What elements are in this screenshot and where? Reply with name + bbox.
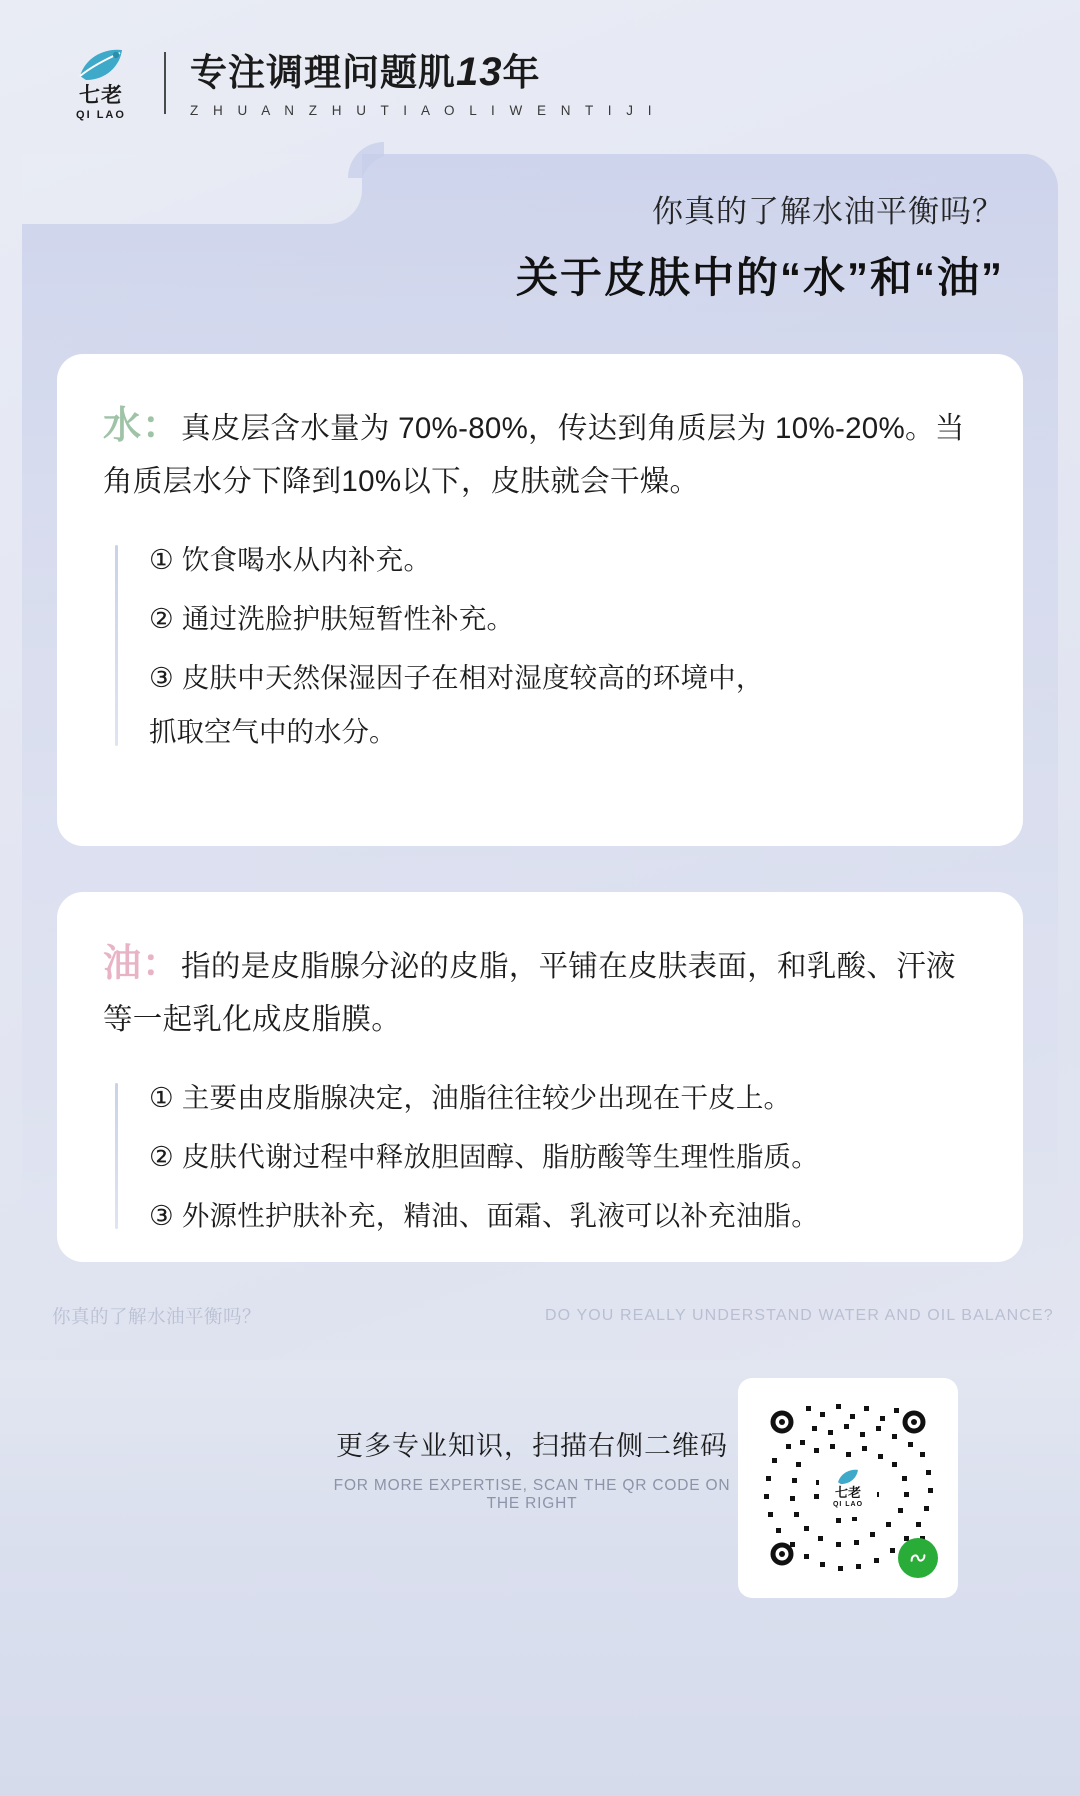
footer-english: DO YOU REALLY UNDERSTAND WATER AND OIL BALANCE? bbox=[545, 1307, 1054, 1324]
logo-divider bbox=[164, 52, 166, 114]
tagline-pre: 专注调理问题肌 bbox=[190, 51, 456, 93]
hero-subtitle: 你真的了解水油平衡吗？ bbox=[652, 194, 1004, 229]
water-card bbox=[57, 354, 1023, 846]
list-item-text: 皮肤代谢过程中释放胆固醇、脂肪酸等生理性脂质。 bbox=[181, 1140, 819, 1172]
list-item-index: ② bbox=[149, 602, 174, 634]
qr-prompt-english: FOR MORE EXPERTISE, SCAN THE QR CODE ON THE RIGHT bbox=[333, 1477, 731, 1512]
oil-list-rail bbox=[115, 1083, 118, 1229]
water-lead-text: 真皮层含水量为 70%-80%，传达到角质层为 10%-20%。当角质层水分下降到10%以下，皮肤就会干燥。 bbox=[103, 412, 965, 498]
bottom-section bbox=[0, 1360, 1080, 1796]
leaf-icon bbox=[835, 1468, 861, 1486]
water-list-rail bbox=[115, 545, 118, 746]
mini-program-icon bbox=[907, 1547, 929, 1569]
qr-center-logo bbox=[819, 1459, 877, 1517]
list-item-continuation: 抓取空气中的水分。 bbox=[149, 716, 397, 748]
panel-notch bbox=[22, 154, 362, 224]
oil-lead bbox=[103, 934, 977, 1043]
content-panel bbox=[22, 154, 1058, 1266]
list-item-index: ③ bbox=[149, 1199, 174, 1231]
qr-canvas bbox=[752, 1392, 944, 1584]
list-item-text: 外源性护肤补充，精油、面霜、乳液可以补充油脂。 bbox=[181, 1199, 819, 1231]
brand-pinyin: Z H U A N Z H U T I A O L I W E N T I J I bbox=[190, 102, 658, 118]
list-item-text: 皮肤中天然保湿因子在相对湿度较高的环境中， bbox=[181, 661, 764, 693]
tagline-years: 13 bbox=[456, 49, 503, 94]
qr-center-chinese: 七老 bbox=[834, 1484, 861, 1500]
logo-chinese: 七老 bbox=[79, 83, 123, 107]
oil-keyword: 油 bbox=[103, 943, 143, 985]
footer-chinese: 你真的了解水油平衡吗？ bbox=[52, 1306, 262, 1327]
oil-card bbox=[57, 892, 1023, 1262]
water-colon: ： bbox=[142, 405, 182, 447]
footer-strip bbox=[0, 1294, 1080, 1338]
list-item-text: 通过洗脸护肤短暂性补充。 bbox=[181, 602, 515, 634]
list-item bbox=[149, 657, 977, 700]
qr-prompt bbox=[332, 1424, 732, 1513]
hero-title-block bbox=[516, 192, 1004, 305]
list-item-index: ② bbox=[149, 1140, 174, 1172]
oil-list bbox=[103, 1077, 977, 1237]
list-item bbox=[149, 1195, 977, 1238]
list-item bbox=[149, 598, 977, 641]
brand-header bbox=[62, 44, 657, 122]
water-lead bbox=[103, 396, 977, 505]
list-item bbox=[149, 1077, 977, 1120]
oil-colon: ： bbox=[142, 943, 182, 985]
list-item-text: 主要由皮脂腺决定，油脂往往较少出现在干皮上。 bbox=[181, 1082, 792, 1114]
logo bbox=[62, 44, 140, 122]
leaf-icon bbox=[76, 46, 126, 84]
list-item bbox=[149, 1136, 977, 1179]
qr-prompt-chinese: 更多专业知识，扫描右侧二维码 bbox=[336, 1431, 728, 1461]
oil-lead-text: 指的是皮脂腺分泌的皮脂，平铺在皮肤表面，和乳酸、汗液等一起乳化成皮脂膜。 bbox=[103, 950, 956, 1036]
qr-code[interactable] bbox=[738, 1378, 958, 1598]
wechat-mini-program-badge bbox=[898, 1538, 938, 1578]
tagline-post: 年 bbox=[502, 51, 541, 93]
logo-english: QI LAO bbox=[76, 108, 126, 121]
list-item-index: ① bbox=[149, 1082, 174, 1114]
list-item-index: ① bbox=[149, 544, 174, 576]
water-keyword: 水 bbox=[103, 405, 143, 447]
water-list bbox=[103, 539, 977, 754]
list-item-index: ③ bbox=[149, 661, 174, 693]
list-item bbox=[149, 539, 977, 582]
brand-tagline bbox=[190, 49, 657, 95]
qr-center-english: QI LAO bbox=[832, 1501, 864, 1509]
list-item-text: 饮食喝水从内补充。 bbox=[181, 544, 432, 576]
hero-title: 关于皮肤中的“水”和“油” bbox=[515, 254, 1004, 302]
